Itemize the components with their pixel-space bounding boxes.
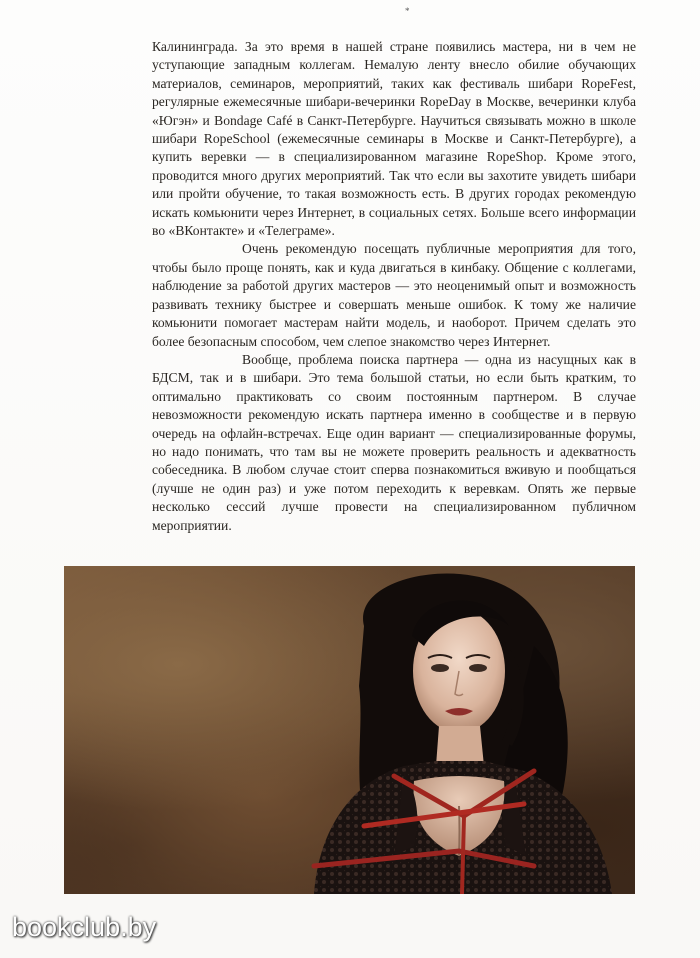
body-text bbox=[152, 38, 636, 535]
site-watermark: bookclub.by bbox=[12, 912, 157, 942]
page-mark: * bbox=[405, 6, 410, 16]
portrait-photo bbox=[64, 566, 635, 894]
paragraph-2: Очень рекомендую посещать публичные мероприятия для того, чтобы было проще понять, как и куда двигаться в кинбаку. Общение с коллегами, наблюдение за работой других мастеров — это неоценимый опыт и возможность развивать технику быстрее и совершать меньше ошибок. К тому же наличие комьюнити помогает мастерам найти модель, и наоборот. Причем сделать это более безопасным способом, чем слепое знакомство через Интернет. bbox=[152, 241, 636, 349]
portrait-illustration bbox=[64, 566, 635, 894]
paragraph-3: Вообще, проблема поиска партнера — одна из насущных как в БДСМ, так и в шибари. Это тема большой статьи, но если быть кратким, то оптимально практиковать со своим постоянным партнером. В случае невозможности рекомендую искать партнера именно в сообществе и в первую очередь на офлайн-встречах. Еще один вариант — специализированные форумы, но надо понимать, что там вы не можете проверить реальность и адекватность собеседника. В любом случае стоит сперва познакомиться вживую и пообщаться (лучше не один раз) и уже потом переходить к веревкам. Опять же первые несколько сессий лучше провести на специализированном публичном мероприятии. bbox=[152, 351, 636, 533]
paragraph-1: Калининграда. За это время в нашей стране появились мастера, ни в чем не уступающие западным коллегам. Немалую ленту внесло обилие обучающих материалов, семинаров, мероприятий, таких как фестиваль шибари RopeFest, регулярные ежемесячные шибари-вечеринки RopeDay в Москве, вечеринки клуба «Югэн» и Bondage Café в Санкт-Петербурге. Научиться связывать можно в школе шибари RopeSchool (ежемесячные семинары в Москве и Санкт-Петербурге), а купить веревки — в специализированном магазине RopeShop. Кроме этого, проводится много других мероприятий. Так что если вы захотите увидеть шибари или пройти обучение, то такая возможность есть. В других городах рекомендую искать комьюнити через Интернет, в социальных сетях. Больше всего информации во «ВКонтакте» и «Телеграме». bbox=[152, 39, 636, 239]
